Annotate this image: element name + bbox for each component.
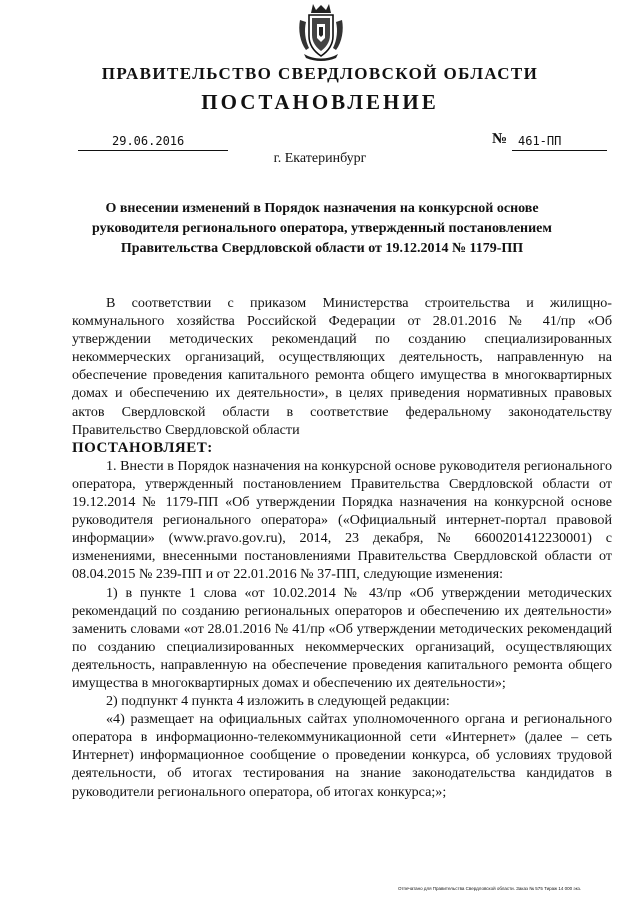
document-date: 29.06.2016 [78, 134, 228, 151]
organization-name: ПРАВИТЕЛЬСТВО СВЕРДЛОВСКОЙ ОБЛАСТИ [101, 64, 539, 83]
preamble-paragraph: В соответствии с приказом Министерства строительства и жилищно-коммунального хозяйства Российской Федерации от 28.01.2016 № 41/пр «Об утверждении методических рекомендаций по созданию специализированных некоммерческих организаций, осуществляющих деятельность, направленную на обеспечение проведения капитального ремонта общего имущества в многоквартирных домах и обеспечению их деятельности», в целях приведения нормативных правовых актов Свердловской области в соответствие федеральному законодательству Правительство Свердловской области [72, 295, 612, 438]
document-title: О внесении изменений в Порядок назначения на конкурсной основе руководителя регионального оператора, утвержденный постановлением Правительства Свердловской области от 19.12.2014 № 1179-ПП [92, 201, 552, 256]
paragraph-1: 1. Внести в Порядок назначения на конкурсной основе руководителя регионального оператора, утвержденный постановлением Правительства Свердловской области от 19.12.2014 № 1179-ПП «Об утверждении Порядка назначения на конкурсной основе руководителя регионального оператора» («Официальный интернет-портал правовой информации» (www.pravo.gov.ru), 2014, 23 декабря, № 6600201412230001) с изменениями, внесенными постановлениями Правительства Свердловской области от 08.04.2015 № 239-ПП и от 22.01.2016 № 37-ПП, следующие изменения: [72, 457, 612, 583]
coat-of-arms-icon [296, 2, 346, 62]
paragraph-1-2-text: «4) размещает на официальных сайтах уполномоченного органа и регионального оператора в информационно-телекоммуникационной сети «Интернет» (далее – сеть Интернет) информационное сообщение о проведении конкурса, об условиях трудовой деятельности, об итогах тестирования на знание законодательства кандидатов в руководители регионального оператора, об итогах конкурса;»; [72, 711, 612, 800]
paragraph-1-1: 1) в пункте 1 слова «от 10.02.2014 № 43/пр «Об утверждении методических рекомендаций по созданию региональных операторов и обеспечению их деятельности» заменить словами «от 28.01.2016 № 41/пр «Об утверждении методических рекомендаций по созданию специализированных некоммерческих организаций, осуществляющих деятельность, направленную на обеспечение проведения капитального ремонта общего имущества в многоквартирных домах и обеспечению их деятельности»; [72, 584, 612, 691]
document-body [72, 294, 612, 801]
print-footer: Отпечатано для Правительства Свердловской области. Заказ № 575 Тираж 14 000 экз. [398, 886, 582, 891]
document-number: 461-ПП [512, 134, 607, 151]
number-label: № [492, 131, 508, 147]
document-type: ПОСТАНОВЛЕНИЕ [201, 90, 439, 114]
paragraph-1-2: 2) подпункт 4 пункта 4 изложить в следующей редакции: [106, 693, 450, 710]
city: г. Екатеринбург [273, 151, 367, 166]
resolve-heading: ПОСТАНОВЛЯЕТ: [72, 439, 213, 456]
